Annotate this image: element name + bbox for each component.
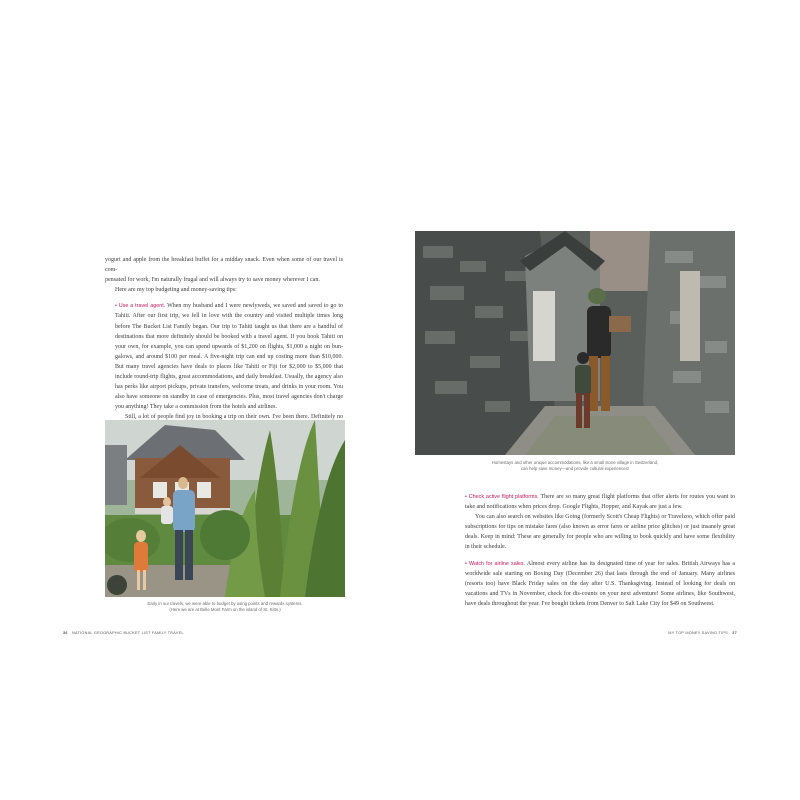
left-text-column (105, 255, 343, 433)
right-text-column (465, 492, 735, 609)
left-running-head: NATIONAL GEOGRAPHIC BUCKET LIST FAMILY TRAVEL (72, 631, 184, 635)
intro-line-3: Here are my top budgeting and money-saving tips: (115, 287, 237, 294)
tip-flight-platforms-label: • Check active flight platforms. (465, 494, 539, 500)
right-photo-caption-line-2: can help save money—and provide cultural experiences! (521, 466, 629, 471)
photo-family-farm (105, 420, 345, 597)
right-photo-caption (415, 460, 735, 472)
tip-airline-sales (465, 559, 735, 609)
left-photo-caption (105, 601, 345, 613)
tip-flight-platforms-more: You can also search on websites like Going (formerly Scott's Cheap Flights) or Travelzoo, which offer paid subscriptions for tips on mistake fares (also known as error fares or airline price glitches) or just insanely great deals. Keep in mind: These are generally for people who are willing to book quickly and have some flexibility in their schedule. (465, 514, 735, 551)
left-folio (63, 631, 184, 635)
right-running-head: MY TOP MONEY-SAVING TIPS (668, 631, 728, 635)
tip-travel-agent-label: • Use a travel agent. (115, 303, 166, 310)
photo-stone-village (415, 231, 735, 455)
tip-travel-agent-body: When my husband and I were newlyweds, we saved and saved to go to Tahiti. After our first trip, we fell in love with the country and visited multiple times long before The Bucket List Family began. Our trip to Tahiti taught us that there are a handful of destinations that more definitely should be booked with a travel agent. If you book Tahiti on your own, for example, you can spend upwards of $1,200 on flights, $1,000 a night on bun-galows, and around $100 per meal. A five-night trip can end up costing more than $10,000. But many travel agencies have deals to places like Tahiti or Fiji for $2,000 to $5,000 that include round-trip flights, great accommodations, and daily breakfast. Usually, the agency also has perks like airport pickups, private transfers, welcome treats, and drinks in your room. You also have someone on standby in case of emergencies. Plus, most travel agencies don't charge you anything! They take a commission from the hotels and airlines. (115, 303, 343, 411)
left-page-number: 36 (63, 631, 68, 635)
tip-flight-platforms-body: There are so many great flight platforms that offer alerts for routes you want to take and notifications when prices drop. Google Flights, Hopper, and Kayak are just a few. (465, 494, 735, 511)
right-folio (668, 631, 737, 635)
stone-village-illustration (415, 231, 735, 455)
intro-line-2: pensated for work, I'm naturally frugal and will always try to save money wherever I can. (105, 277, 320, 284)
tip-travel-agent (105, 301, 343, 412)
tip-flight-platforms (465, 492, 735, 512)
intro-line-1: yogurt and apple from the breakfast buffet for a midday snack. Even when some of our travel is com- (105, 257, 343, 274)
right-photo-caption-line-1: Homestays and other unique accommodations, like a small stone village in Switzerland, (491, 460, 659, 465)
right-page-number: 37 (732, 631, 737, 635)
left-photo-caption-line-1: Early in our travels, we were able to budget by using points and rewards systems. (147, 601, 303, 606)
family-farm-illustration (105, 420, 345, 597)
tip-airline-sales-body: Almost every airline has its designated time of year for sales. British Airways has a worldwide sale starting on Boxing Day (December 26) that lasts through the end of January. Many airlines (resorts too) have Black Friday sales on the day after U.S. Thanksgiving. Instead of looking for deals on vacations and TVs in November, check for dis-counts on your next adventure! Some airlines, like Southwest, have deals throughout the year. I've bought tickets from Denver to Salt Lake City for $49 on Southwest. (465, 560, 735, 607)
tip-airline-sales-label: • Watch for airline sales. (465, 560, 526, 567)
tip-travel-agent-close: Still, a lot of people find joy in booking a trip on their own. I've been there. Definitely no (125, 414, 343, 421)
right-page (400, 0, 800, 800)
left-photo-caption-line-2: (Here we are at Belle Mont Farm on the island of St. Kitts.) (169, 607, 281, 612)
